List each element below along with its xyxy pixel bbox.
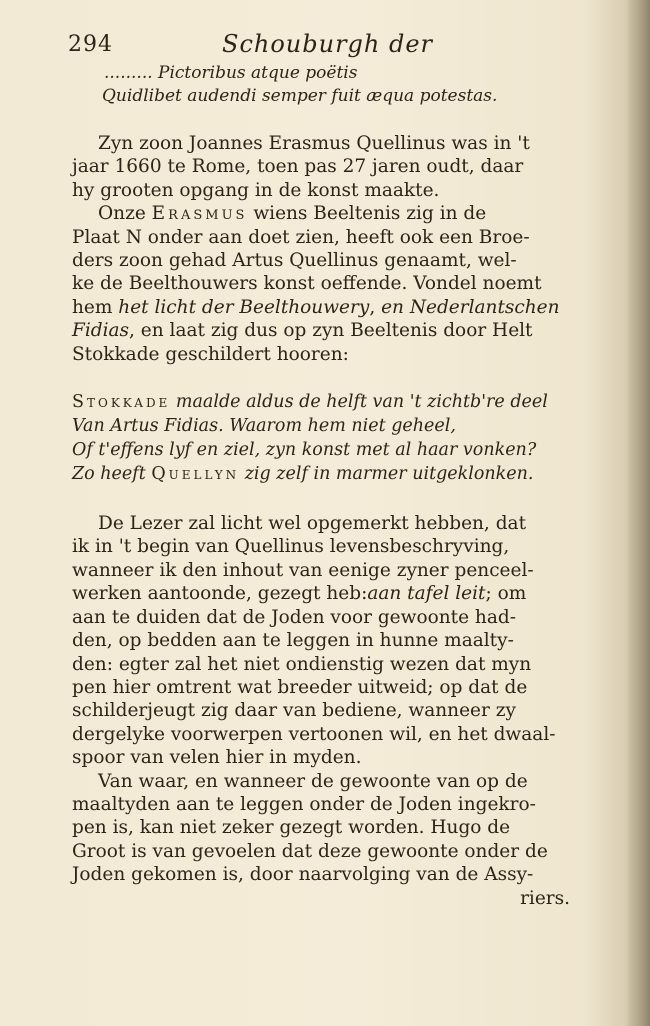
- text-line: ders zoon gehad Artus Quellinus genaamt, wel-: [72, 250, 517, 272]
- paragraph: [72, 132, 572, 202]
- text-line: [72, 202, 572, 225]
- italic-run: Fidias: [72, 320, 130, 342]
- catchword: riers.: [520, 887, 570, 909]
- italic-run: het licht der Beelthouwery: [118, 296, 370, 318]
- poem-line: [72, 390, 572, 414]
- italic-run: en Nederlantschen: [381, 296, 560, 318]
- text-run: werken aantoonde, gezegt heb:: [72, 583, 368, 605]
- text-line: spoor van velen hier in myden.: [72, 747, 362, 769]
- page-number: 294: [68, 32, 113, 57]
- text-line: aan te duiden dat de Joden voor gewoonte had-: [72, 606, 516, 628]
- text-line: Van waar, en wanneer de gewoonte van op de: [98, 770, 528, 792]
- name-smallcaps: Stokkade: [72, 392, 171, 413]
- text-run: ,: [369, 296, 382, 318]
- text-line: dergelyke voorwerpen vertoonen wil, en het dwaal-: [72, 723, 556, 745]
- quote-line: ......... Pictoribus atque poëtis: [104, 63, 358, 83]
- italic-run: aan tafel leit: [367, 583, 486, 605]
- italic-run: maalde aldus de helft van 't zichtb're deel: [170, 392, 548, 413]
- text-line: Joden gekomen is, door naarvolging van de Assy-: [72, 864, 534, 886]
- italic-run: Zo heeft: [72, 464, 152, 485]
- text-run: Onze: [98, 203, 152, 225]
- text-line: hy grooten opgang in de konst maakte.: [72, 179, 440, 201]
- poem-line: Of t'effens lyf en ziel, zyn konst met al haar vonken?: [72, 440, 537, 461]
- text-run: wiens Beeltenis zig in de: [247, 203, 487, 225]
- running-title: Schouburgh der: [222, 30, 434, 58]
- text-line: den, op bedden aan te leggen in hunne maalty-: [72, 630, 514, 652]
- text-line: ke de Beelthouwers konst oeffende. Vondel noemt: [72, 273, 542, 295]
- paragraph: [72, 512, 572, 769]
- italic-run: zig zelf in marmer uitgeklonken.: [239, 464, 534, 485]
- text-line: Groot is van gevoelen dat deze gewoonte onder de: [72, 840, 548, 862]
- text-line: [72, 582, 572, 605]
- text-line: den: egter zal het niet ondienstig wezen dat myn: [72, 653, 532, 675]
- name-smallcaps: Erasmus: [151, 203, 248, 225]
- page-edge: [628, 0, 650, 1026]
- text-line: jaar 1660 te Rome, toen pas 27 jaren oudt, daar: [72, 156, 524, 178]
- text-line: wanneer ik den inhout van eenige zyner penceel-: [72, 559, 534, 581]
- latin-quote: [72, 62, 572, 108]
- text-line: pen hier omtrent wat breeder uitweid; op dat de: [72, 676, 528, 698]
- text-line: schilderjeugt zig daar van bediene, wanneer zy: [72, 700, 516, 722]
- text-run: ; om: [485, 583, 527, 605]
- text-line: [72, 296, 572, 319]
- text-line: De Lezer zal licht wel opgemerkt hebben, dat: [98, 513, 527, 535]
- text-run: , en laat zig dus op zyn Beeltenis door Helt: [129, 320, 533, 342]
- text-run: hem: [72, 296, 119, 318]
- poem-line: [72, 462, 572, 486]
- text-line: [72, 319, 572, 342]
- text-line: pen is, kan niet zeker gezegt worden. Hugo de: [72, 817, 511, 839]
- poem-line: Van Artus Fidias. Waarom hem niet geheel,: [72, 416, 456, 437]
- text-line: Plaat N onder aan doet zien, heeft ook een Broe-: [72, 226, 530, 248]
- text-line: maaltyden aan te leggen onder de Joden ingekro-: [72, 793, 536, 815]
- text-line: Zyn zoon Joannes Erasmus Quellinus was in 't: [98, 133, 530, 154]
- paragraph: [72, 770, 572, 910]
- paragraph: [72, 202, 572, 366]
- poem: [72, 390, 572, 486]
- quote-line: Quidlibet audendi semper fuit æqua potestas.: [102, 86, 498, 106]
- page-content: [68, 28, 572, 910]
- text-line: ik in 't begin van Quellinus levensbeschryving,: [72, 536, 510, 558]
- running-head: [68, 28, 572, 62]
- name-smallcaps: Quellyn: [151, 464, 240, 485]
- text-line: Stokkade geschildert hooren:: [72, 343, 349, 365]
